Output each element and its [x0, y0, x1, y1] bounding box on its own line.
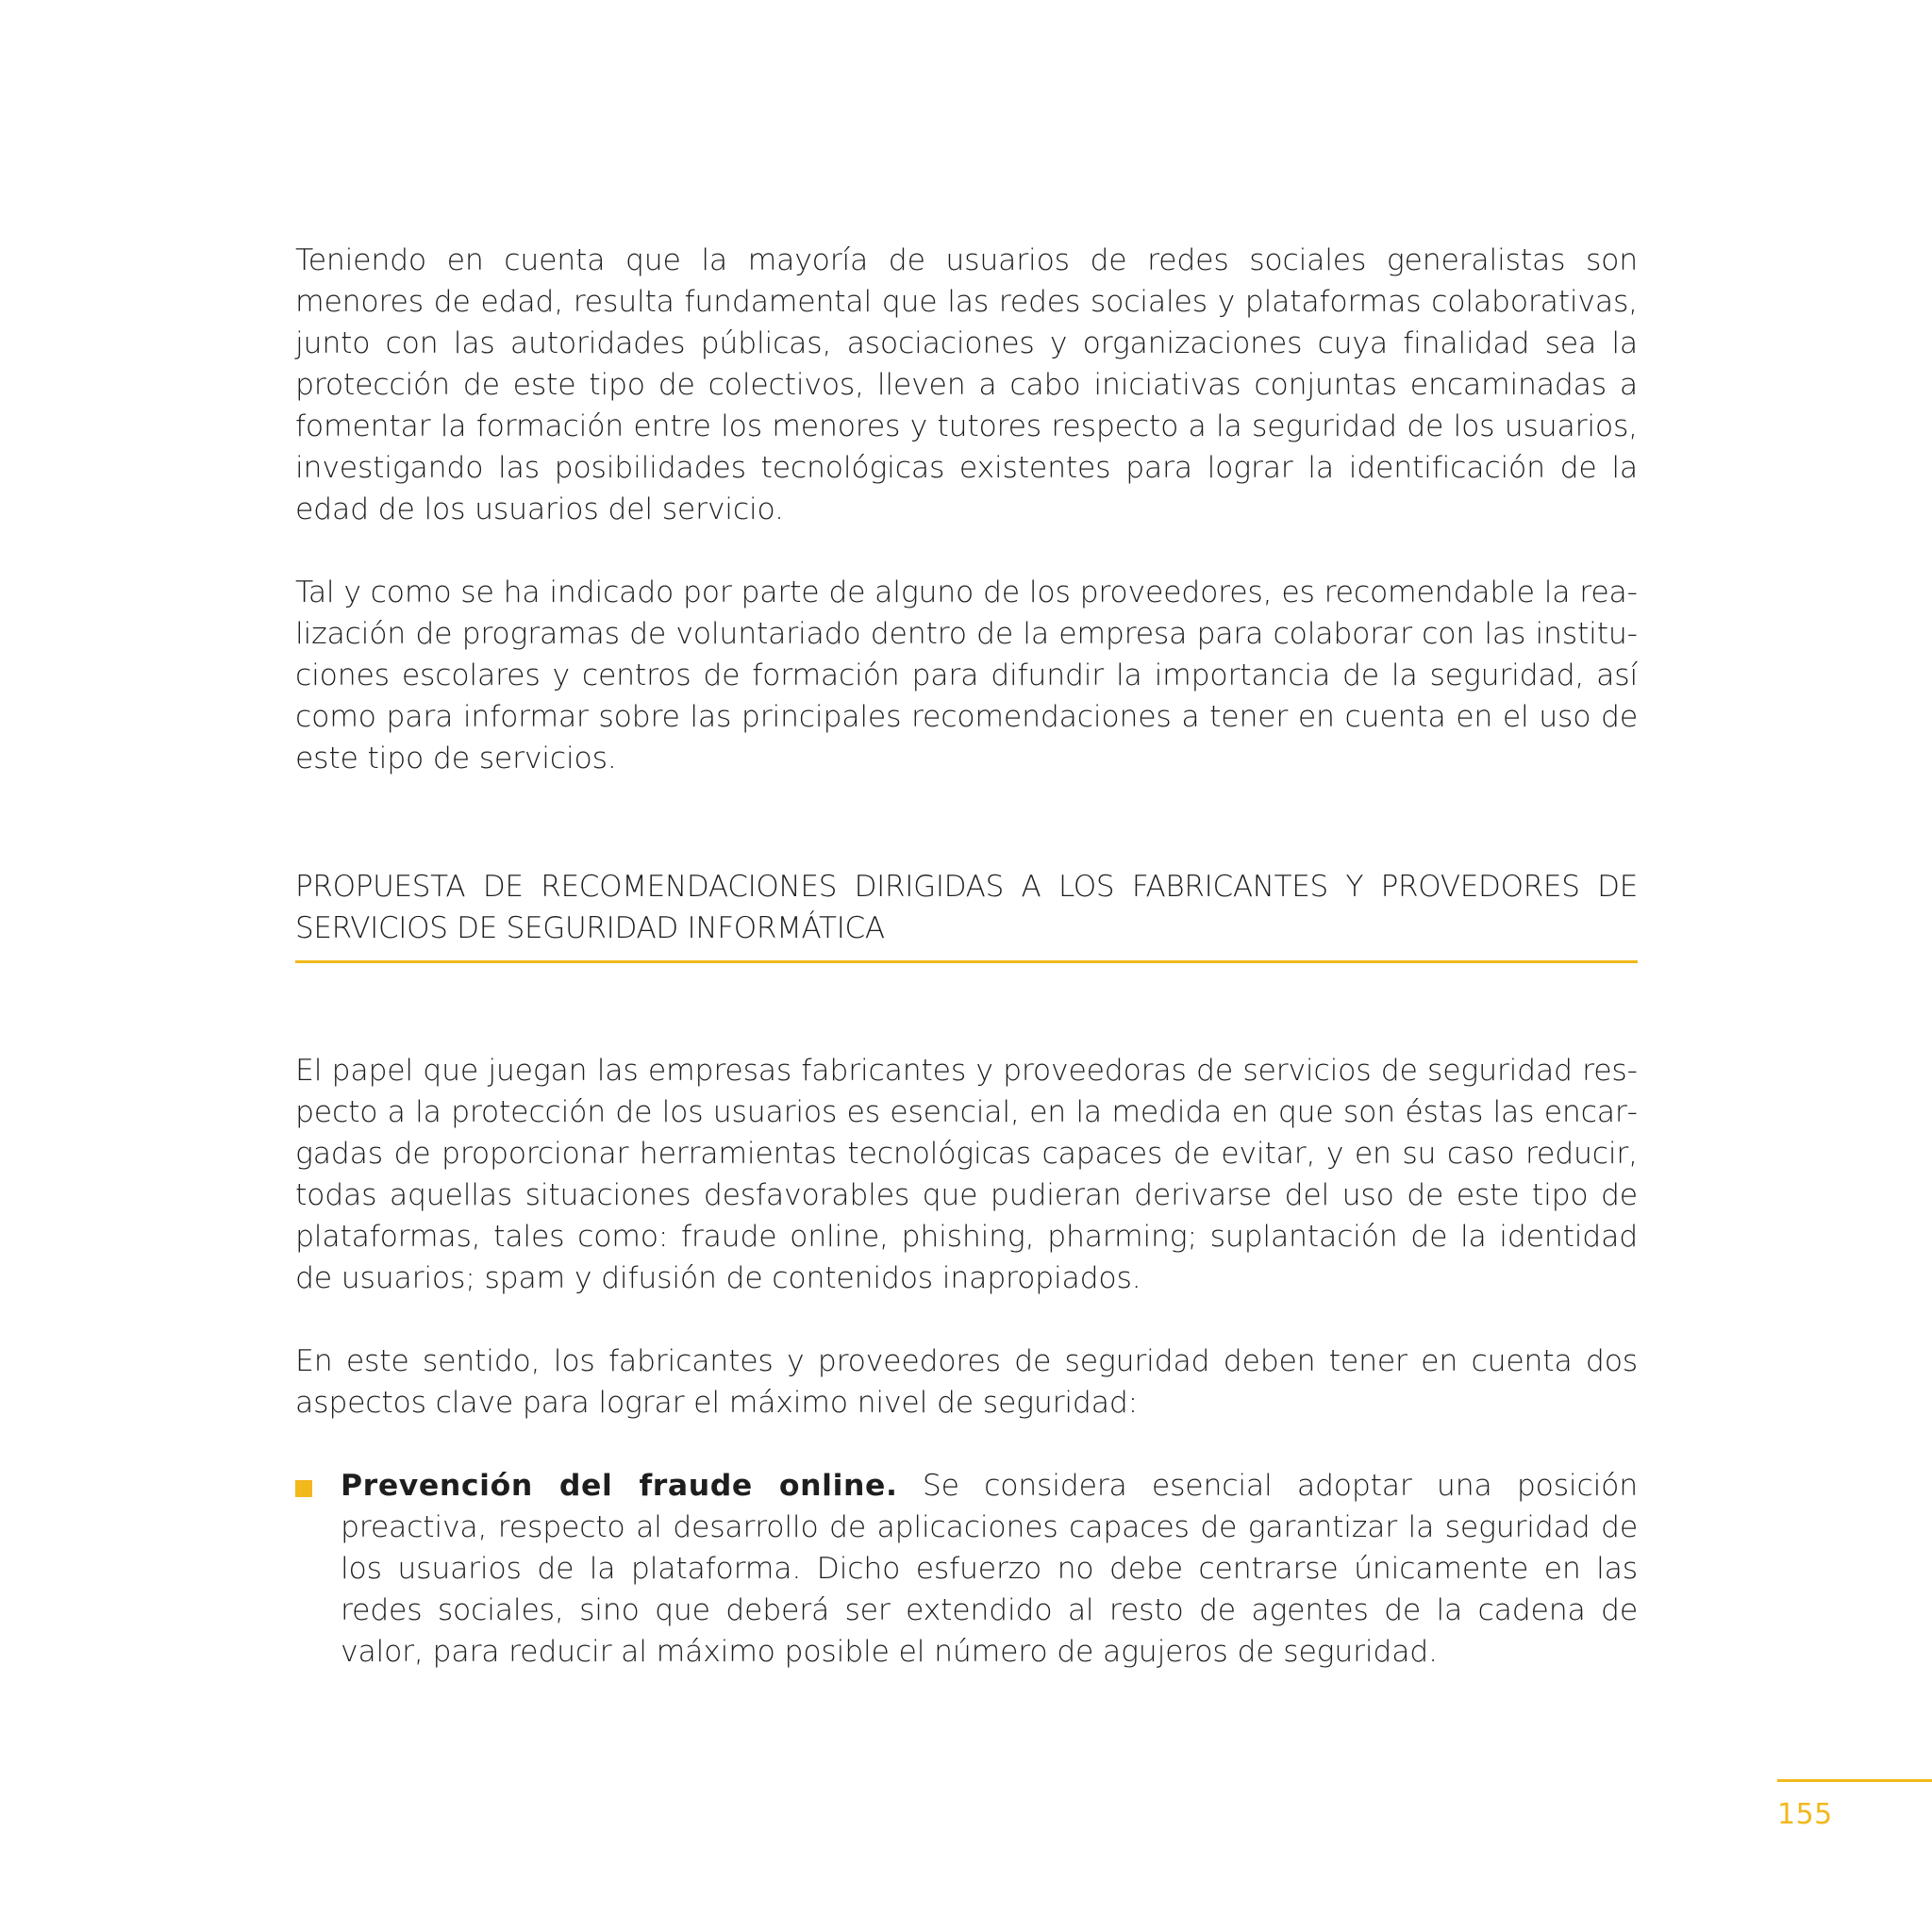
page-number-rule	[1777, 1779, 1932, 1782]
page-content	[295, 240, 1638, 1673]
paragraph-2: Tal y como se ha indicado por parte de alguno de los proveedores, es recomendable la realización de programas de voluntariado dentro de la empresa para colaborar con las instituciones escolares y centros de formación para difundir la importancia de la seguridad, así como para informar sobre las principales recomendaciones a tener en cuenta en el uso de este tipo de servicios.	[295, 575, 1638, 775]
bullet-title: Prevención del fraude online.	[341, 1469, 898, 1503]
list-item	[295, 1465, 1638, 1673]
section-heading-block	[295, 866, 1638, 963]
section-heading: PROPUESTA DE RECOMENDACIONES DIRIGIDAS A LOS FABRICANTES Y PROVEDORES DE SERVICIOS DE SEGURIDAD INFORMÁTICA	[295, 870, 1638, 945]
paragraph-3: El papel que juegan las empresas fabricantes y proveedoras de servicios de seguridad respecto a la protección de los usuarios es esencial, en la medida en que son éstas las encargadas de proporcionar herramientas tecnológicas capaces de evitar, y en su caso reducir, todas aquellas situaciones desfavorables que pudieran derivarse del uso de este tipo de plataformas, tales como: fraude online, phishing, pharming; suplantación de la identidad de usuarios; spam y difusión de contenidos inapropiados.	[295, 1054, 1638, 1295]
bullet-text: Se considera esencial adoptar una posición preactiva, respecto al desarrollo de aplicaciones capaces de garantizar la seguridad de los usuarios de la plataforma. Dicho esfuerzo no debe centrarse únicamente en las redes sociales, sino que deberá ser extendido al resto de agentes de la cadena de valor, para reducir al máximo posible el número de agujeros de seguridad.	[341, 1469, 1638, 1669]
bullet-list	[295, 1465, 1638, 1673]
square-bullet-icon	[295, 1480, 312, 1497]
page-number: 155	[1777, 1798, 1833, 1831]
paragraph-4: En este sentido, los fabricantes y proveedores de seguridad deben tener en cuenta dos aspectos clave para lograr el máximo nivel de seguridad:	[295, 1344, 1638, 1420]
bullet-paragraph	[341, 1465, 1638, 1673]
paragraph-1: Teniendo en cuenta que la mayoría de usuarios de redes sociales generalistas son menores de edad, resulta fundamental que las redes sociales y plataformas colaborativas, junto con las autoridades públicas, asociaciones y organizaciones cuya finalidad sea la protección de este tipo de colectivos, lleven a cabo iniciativas conjuntas encaminadas a fomentar la formación entre los menores y tutores respecto a la seguridad de los usuarios, investigando las posibilidades tecnológicas existentes para lograr la identificación de la edad de los usuarios del servicio.	[295, 243, 1638, 526]
